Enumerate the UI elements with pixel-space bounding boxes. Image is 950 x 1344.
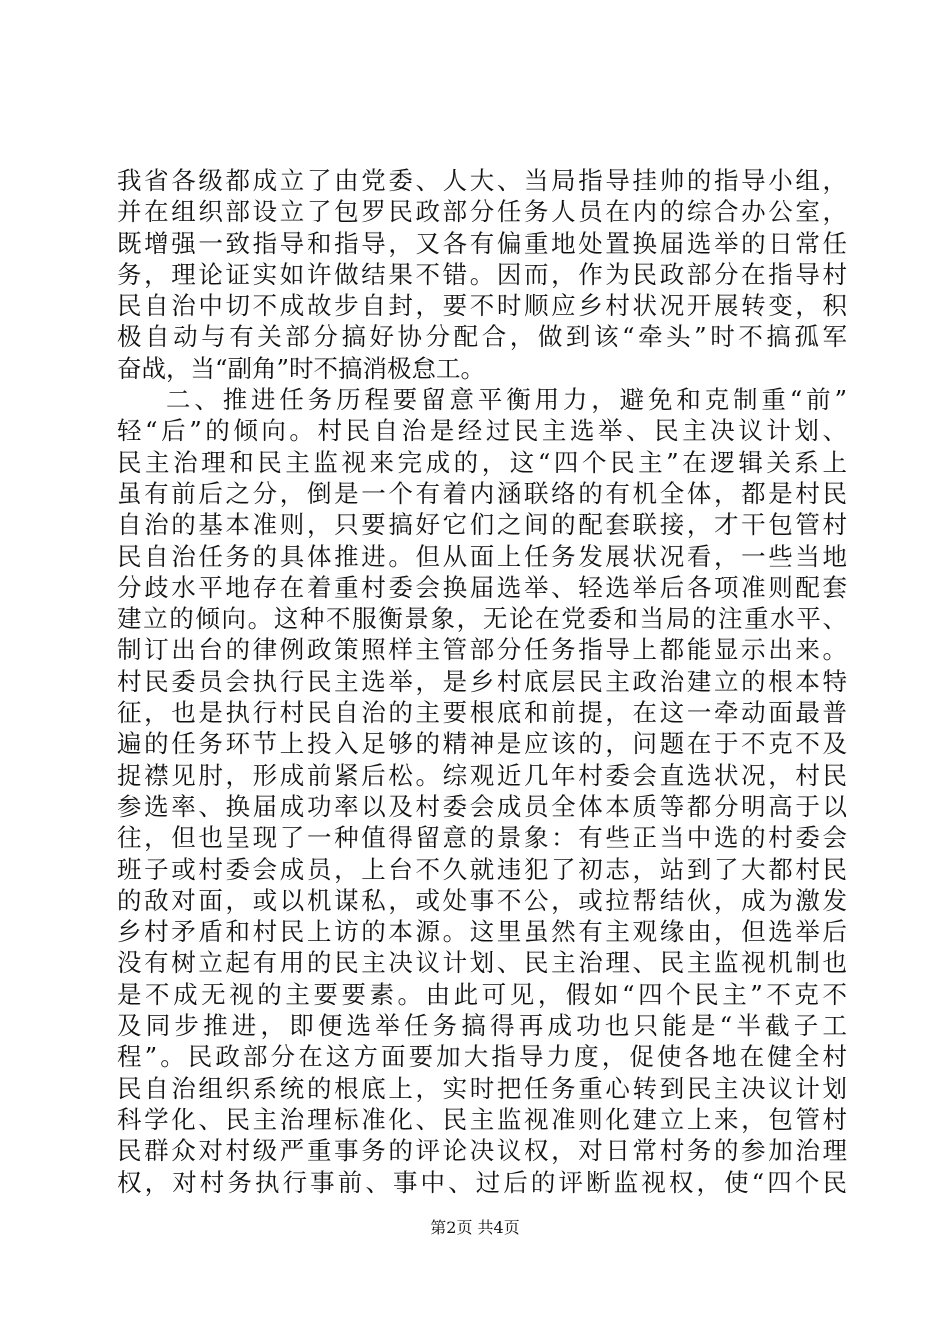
text-line: 轻“后”的倾向。村民自治是经过民主选举、民主决议计划、 [117, 416, 847, 446]
body-text [117, 165, 847, 1198]
page-number: 第2页 共4页 [430, 1218, 520, 1237]
text-line: 民自治组织系统的根底上，实时把任务重心转到民主决议计划 [117, 1073, 847, 1103]
text-line: 自治的基本准则，只要搞好它们之间的配套联接，才干包管村 [117, 510, 847, 540]
text-line: 民主治理和民主监视来完成的，这“四个民主”在逻辑关系上 [117, 447, 847, 477]
text-line: 民群众对村级严重事务的评论决议权，对日常村务的参加治理 [117, 1136, 847, 1166]
text-line: 二、推进任务历程要留意平衡用力，避免和克制重“前” [166, 385, 847, 415]
text-line: 遍的任务环节上投入足够的精神是应该的，问题在于不克不及 [117, 729, 847, 759]
text-line: 科学化、民主治理标准化、民主监视准则化建立上来，包管村 [117, 1104, 847, 1134]
text-line: 民自治任务的具体推进。但从面上任务发展状况看，一些当地 [117, 541, 847, 571]
text-line: 没有树立起有用的民主决议计划、民主治理、民主监视机制也 [117, 948, 847, 978]
text-line: 程”。民政部分在这方面要加大指导力度，促使各地在健全村 [117, 1042, 847, 1072]
text-line: 虽有前后之分，倒是一个有着内涵联络的有机全体，都是村民 [117, 478, 847, 508]
text-line: 制订出台的律例政策照样主管部分任务指导上都能显示出来。 [117, 635, 847, 665]
text-line: 征，也是执行村民自治的主要根底和前提，在这一牵动面最普 [117, 698, 847, 728]
text-line: 村民委员会执行民主选举，是乡村底层民主政治建立的根本特 [117, 666, 847, 696]
text-line: 参选率、换届成功率以及村委会成员全体本质等都分明高于以 [117, 791, 847, 821]
text-line: 极自动与有关部分搞好协分配合，做到该“牵头”时不搞孤军 [117, 322, 847, 352]
text-line: 分歧水平地存在着重村委会换届选举、轻选举后各项准则配套 [117, 572, 847, 602]
text-line: 民自治中切不成故步自封，要不时顺应乡村状况开展转变，积 [117, 291, 847, 321]
text-line: 权，对村务执行事前、事中、过后的评断监视权，使“四个民 [117, 1167, 847, 1197]
text-line: 我省各级都成立了由党委、人大、当局指导挂帅的指导小组， [117, 166, 847, 195]
text-line: 并在组织部设立了包罗民政部分任务人员在内的综合办公室， [117, 197, 847, 227]
text-line: 奋战，当“副角”时不搞消极怠工。 [117, 353, 486, 383]
text-line: 捉襟见肘，形成前紧后松。综观近几年村委会直选状况，村民 [117, 760, 847, 790]
text-line: 及同步推进，即便选举任务搞得再成功也只能是“半截子工 [117, 1011, 847, 1041]
text-line: 建立的倾向。这种不服衡景象，无论在党委和当局的注重水平、 [117, 604, 847, 634]
text-line: 往，但也呈现了一种值得留意的景象：有些正当中选的村委会 [117, 823, 847, 853]
text-line: 的敌对面，或以机谋私，或处事不公，或拉帮结伙，成为激发 [117, 885, 847, 915]
text-line: 是不成无视的主要要素。由此可见，假如“四个民主”不克不 [117, 979, 847, 1009]
text-line: 务，理论证实如许做结果不错。因而，作为民政部分在指导村 [117, 259, 847, 289]
text-line: 乡村矛盾和村民上访的本源。这里虽然有主观缘由，但选举后 [117, 917, 847, 947]
text-line: 班子或村委会成员，上台不久就违犯了初志，站到了大都村民 [117, 854, 847, 884]
text-line: 既增强一致指导和指导，又各有偏重地处置换届选举的日常任 [117, 228, 847, 258]
page-footer [0, 1215, 950, 1238]
